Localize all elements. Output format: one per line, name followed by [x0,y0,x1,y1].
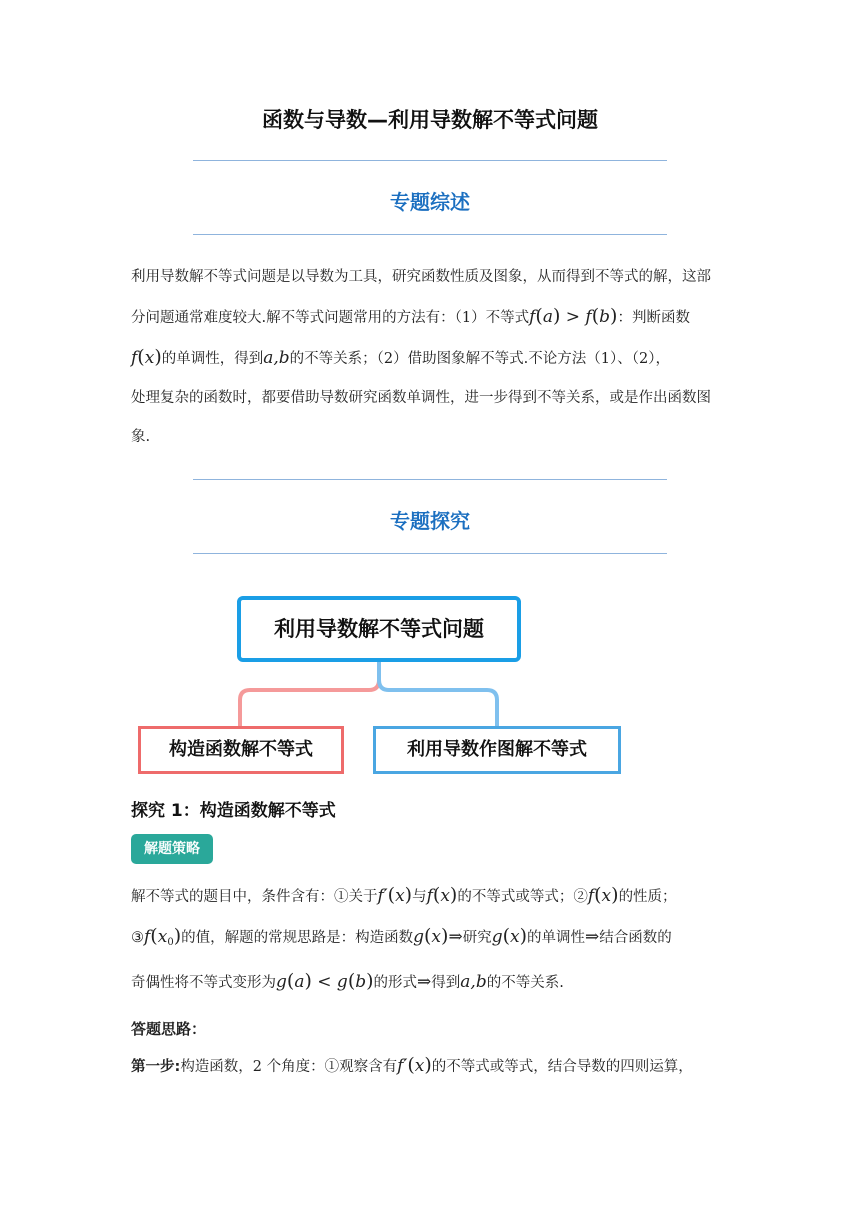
text-line: 分问题通常难度较大.解不等式问题常用的方法有：（1）不等式f(a) > f(b)：判断函数 [131,305,690,327]
text-line: f(x)的单调性，得到a,b的不等关系；（2）借助图象解不等式.不论方法（1）、（2）， [131,346,670,368]
math-expression: g(x) [413,925,449,947]
math-expression: a,b [460,972,487,992]
section-heading-explore: 专题探究 [390,509,470,533]
mindmap-node-graph-method: 利用导数作图解不等式 [373,726,621,774]
text-line: 利用导数解不等式问题是以导数为工具，研究函数性质及图象，从而得到不等式的解，这部 [131,269,711,285]
explore1-heading: 探究 1：构造函数解不等式 [131,801,336,821]
answer-approach-label: 答题思路： [131,1020,207,1038]
mindmap-root-node: 利用导数解不等式问题 [237,596,521,662]
math-expression: f(x) [131,346,162,368]
section-heading-overview: 专题综述 [390,190,470,214]
connector-right [379,662,497,726]
text-line: 第一步:构造函数，2 个角度：①观察含有f′(x)的不等式或等式，结合导数的四则运算， [131,1054,693,1076]
math-expression: a,b [263,348,290,368]
document-title: 函数与导数—利用导数解不等式问题 [262,108,598,132]
strategy-paragraph [131,876,731,1003]
text-line: $③f(x_0)$的值，解题的常规思路是：构造函数g(x)⇒研究g(x)的单调性⇒结合函数的 [131,925,672,948]
text-line: 解不等式的题目中，条件含有：①关于f′(x)与f(x)的不等式或等式；②f(x)的性质； [131,884,677,906]
math-expression: f(x) [587,884,619,906]
connector-left [240,662,379,726]
mindmap-node-construct-function: 构造函数解不等式 [138,726,344,774]
math-expression: f′(x) [397,1054,432,1076]
text-line: 奇偶性将不等式变形为g(a) < g(b)的形式⇒得到a,b的不等关系. [131,970,564,992]
math-expression: f′(x) [377,884,413,906]
strategy-badge: 解题策略 [131,834,213,864]
step1-label: 第一步: [131,1059,181,1075]
math-expression: $f(x_0)$ [144,925,182,948]
text-line: 象. [131,429,151,445]
text-line: 处理复杂的函数时，都要借助导数研究函数单调性，进一步得到不等关系，或是作出函数图 [131,390,711,406]
step1-paragraph [131,1046,731,1087]
math-expression: g(x) [491,925,528,947]
math-expression: f(x) [426,884,458,906]
math-expression: g(a) < g(b) [276,970,374,992]
math-expression: f(a) > f(b) [529,305,618,327]
